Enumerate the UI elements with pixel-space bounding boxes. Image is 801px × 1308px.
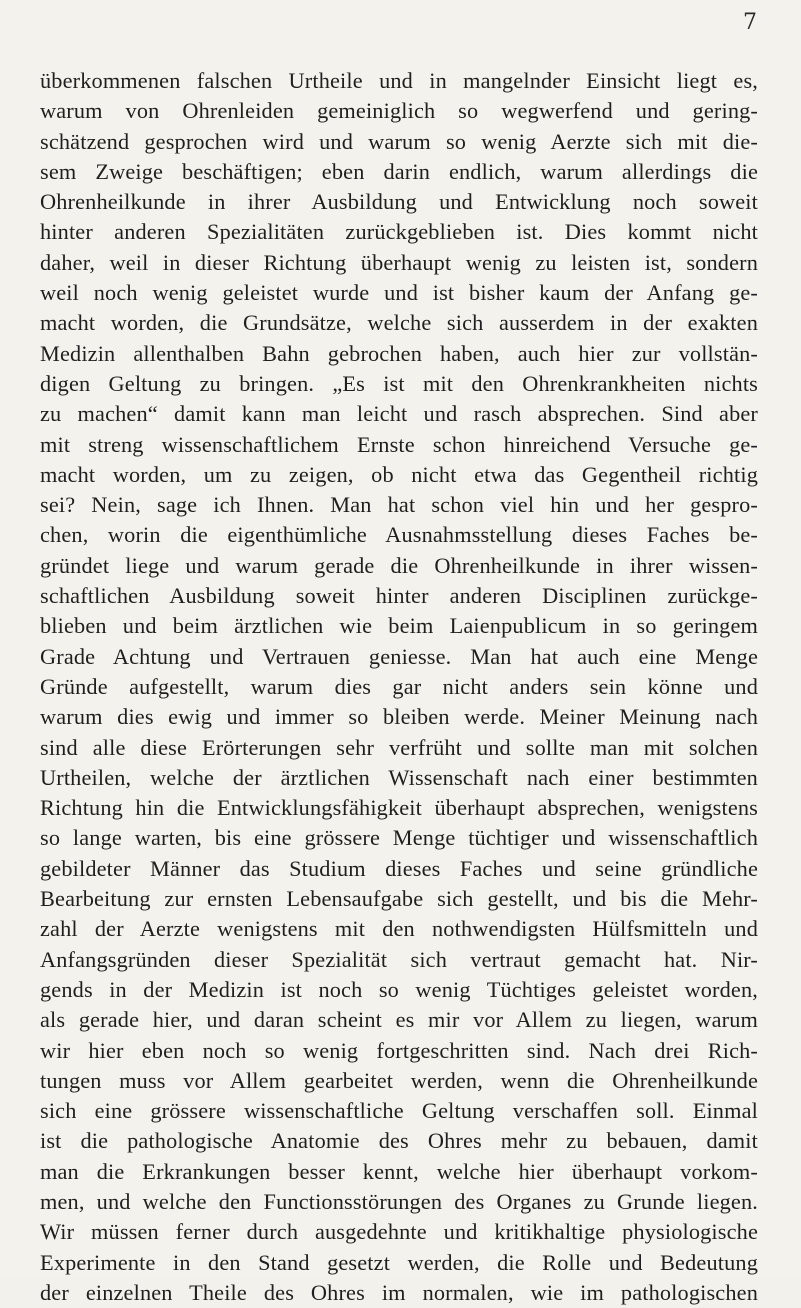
- text-line: als gerade hier, und daran scheint es mir vor Allem zu liegen, warum: [40, 1007, 758, 1033]
- text-line: sind alle diese Erörterungen sehr verfrüht und sollte man mit solchen: [40, 734, 758, 760]
- text-line: überkommenen falschen Urtheile und in mangelnder Einsicht liegt es,: [40, 68, 758, 93]
- text-line: blieben und beim ärztlichen wie beim Laienpublicum in so geringem: [40, 613, 758, 639]
- text-line: Ohrenheilkunde in ihrer Ausbildung und Entwicklung noch soweit: [40, 189, 758, 215]
- text-line: macht worden, die Grundsätze, welche sich ausserdem in der exakten: [40, 310, 758, 336]
- text-line: gründet liege und warum gerade die Ohrenheilkunde in ihrer wissen-: [40, 552, 758, 578]
- text-line: warum von Ohrenleiden gemeiniglich so wegwerfend und gering-: [40, 98, 758, 124]
- text-line: Bearbeitung zur ernsten Lebensaufgabe sich gestellt, und bis die Mehr-: [40, 886, 758, 912]
- text-line: macht worden, um zu zeigen, ob nicht etwa das Gegentheil richtig: [40, 461, 758, 487]
- text-line: Wir müssen ferner durch ausgedehnte und kritikhaltige physiologische: [40, 1219, 758, 1245]
- text-line: daher, weil in dieser Richtung überhaupt wenig zu leisten ist, sondern: [40, 249, 758, 275]
- text-line: mit streng wissenschaftlichem Ernste schon hinreichend Versuche ge-: [40, 431, 758, 457]
- text-line: zu machen“ damit kann man leicht und rasch absprechen. Sind aber: [40, 401, 758, 427]
- body-text: [40, 66, 758, 1308]
- text-line: sem Zweige beschäftigen; eben darin endlich, warum allerdings die: [40, 158, 758, 184]
- text-line: tungen muss vor Allem gearbeitet werden, wenn die Ohrenheilkunde: [40, 1067, 758, 1093]
- text-line: Grade Achtung und Vertrauen geniesse. Man hat auch eine Menge: [40, 643, 758, 669]
- text-line: zahl der Aerzte wenigstens mit den nothwendigsten Hülfsmitteln und: [40, 916, 758, 942]
- text-line: weil noch wenig geleistet wurde und ist bisher kaum der Anfang ge-: [40, 280, 758, 306]
- text-line: warum dies ewig und immer so bleiben werde. Meiner Meinung nach: [40, 704, 758, 730]
- text-line: chen, worin die eigenthümliche Ausnahmsstellung dieses Faches be-: [40, 522, 758, 548]
- text-line: ist die pathologische Anatomie des Ohres mehr zu bebauen, damit: [40, 1128, 758, 1154]
- text-line: so lange warten, bis eine grössere Menge tüchtiger und wissenschaftlich: [40, 825, 758, 851]
- text-line: Anfangsgründen dieser Spezialität sich vertraut gemacht hat. Nir-: [40, 946, 758, 972]
- text-line: men, und welche den Functionsstörungen des Organes zu Grunde liegen.: [40, 1188, 758, 1214]
- text-line: schaftlichen Ausbildung soweit hinter anderen Disciplinen zurückge-: [40, 583, 758, 609]
- text-line: man die Erkrankungen besser kennt, welche hier überhaupt vorkom-: [40, 1158, 758, 1184]
- text-line: der einzelnen Theile des Ohres im normalen, wie im pathologischen: [40, 1279, 758, 1305]
- text-line: Urtheilen, welche der ärztlichen Wissenschaft nach einer bestimmten: [40, 764, 758, 790]
- page-number: 7: [743, 10, 757, 35]
- text-line: digen Geltung zu bringen. „Es ist mit den Ohrenkrankheiten nichts: [40, 370, 758, 396]
- text-line: hinter anderen Spezialitäten zurückgeblieben ist. Dies kommt nicht: [40, 219, 758, 245]
- text-line: wir hier eben noch so wenig fortgeschritten sind. Nach drei Rich-: [40, 1037, 758, 1063]
- text-line: Experimente in den Stand gesetzt werden, die Rolle und Bedeutung: [40, 1249, 758, 1275]
- text-line: sich eine grössere wissenschaftliche Geltung verschaffen soll. Einmal: [40, 1098, 758, 1124]
- text-line: sei? Nein, sage ich Ihnen. Man hat schon viel hin und her gespro-: [40, 492, 758, 518]
- text-line: gends in der Medizin ist noch so wenig Tüchtiges geleistet worden,: [40, 976, 758, 1002]
- text-line: Medizin allenthalben Bahn gebrochen haben, auch hier zur vollstän-: [40, 340, 758, 366]
- text-line: Gründe aufgestellt, warum dies gar nicht anders sein könne und: [40, 673, 758, 699]
- text-line: schätzend gesprochen wird und warum so wenig Aerzte sich mit die-: [40, 128, 758, 154]
- text-line: Richtung hin die Entwicklungsfähigkeit überhaupt absprechen, wenigstens: [40, 795, 758, 821]
- text-line: gebildeter Männer das Studium dieses Faches und seine gründliche: [40, 855, 758, 881]
